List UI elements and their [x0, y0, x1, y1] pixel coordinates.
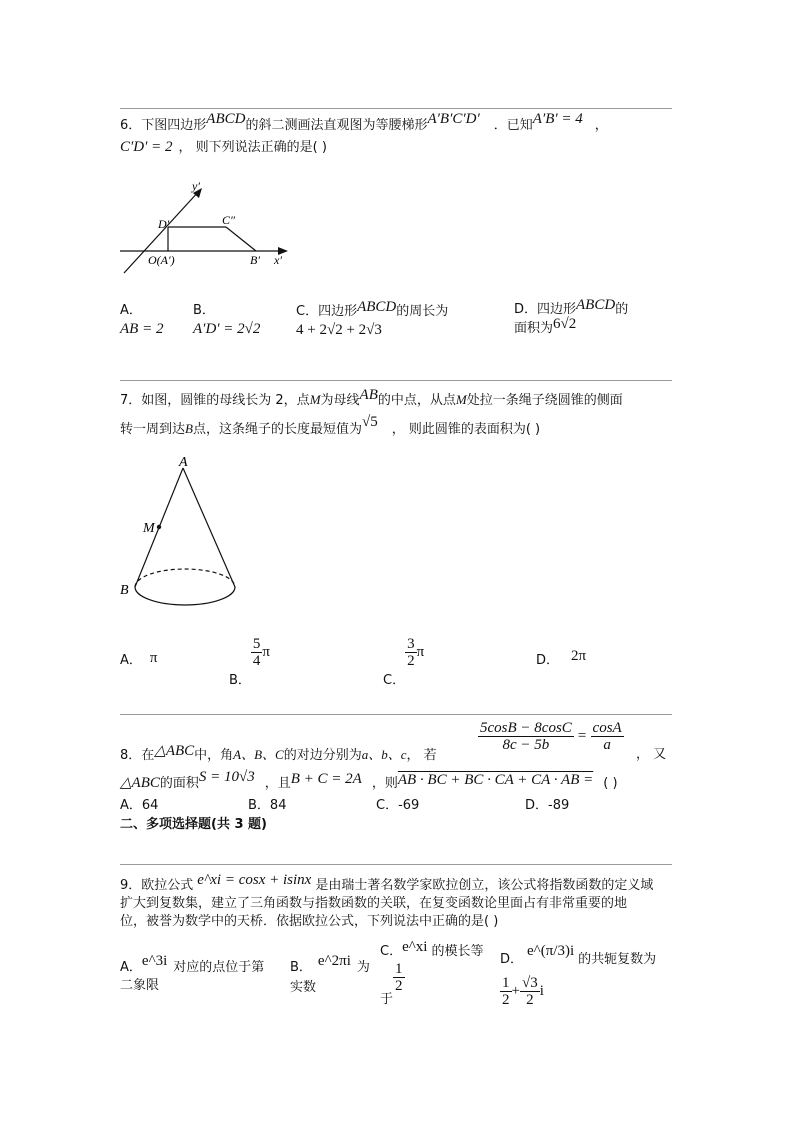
q9-c-den: 2: [395, 978, 403, 994]
q6-option-c[interactable]: [296, 299, 449, 340]
q6-d-expr: 6√2: [553, 316, 577, 332]
q8-rhs-den: a: [603, 737, 611, 753]
q7-b: B: [185, 421, 193, 436]
q9-d-h-num: 1: [502, 975, 510, 991]
q9-a-label: A．: [120, 960, 142, 975]
q7-option-c[interactable]: [383, 636, 425, 688]
q9-d-plus: +: [511, 983, 520, 999]
q9-option-d[interactable]: [500, 942, 657, 1008]
q7-b-num: 5: [252, 636, 261, 652]
q7-l2a: 转一周到达: [120, 422, 186, 437]
q6-b-label: B．: [193, 303, 215, 318]
q7-l1c: 的中点，从点: [377, 393, 456, 408]
q8-l1d: ， 若: [406, 748, 437, 763]
q7-option-d[interactable]: [536, 648, 587, 670]
q8-l2a: 的面积: [159, 776, 199, 791]
q8-cond: B + C = 2A: [290, 771, 362, 787]
q7-cone-figure: [115, 450, 255, 615]
label-d: D′: [158, 217, 170, 231]
q9-d-half: [500, 975, 512, 1008]
q7-c-num: 3: [407, 636, 415, 652]
label-m: M: [143, 521, 155, 536]
q6-stem-b: 的斜二测画法直观图为等腰梯形: [245, 118, 428, 133]
q6-option-d[interactable]: [514, 297, 629, 338]
q7-sqrt5: √5: [361, 414, 378, 430]
q7-l2b: 点，这条绳子的长度最短值为: [192, 422, 362, 437]
q6-d-tail: 的: [615, 302, 629, 317]
q8-l2-tri: △ABC: [120, 775, 160, 791]
q8-lhs-frac: [478, 720, 574, 753]
q7-b-frac: [251, 636, 263, 669]
q7-d-label: D．: [536, 653, 560, 668]
q6-prime-trapezoid: A′B′C′D′: [427, 111, 480, 127]
q7-line1: [120, 387, 623, 410]
q7-c-pi: π: [416, 644, 425, 660]
q8-l2c: ，则: [371, 776, 398, 791]
q7-option-a[interactable]: [120, 651, 157, 670]
q8-line1: [120, 743, 437, 765]
q8-line2: [120, 769, 618, 793]
q6-b-math: A′D′ = 2√2: [193, 321, 261, 337]
q7-c-label: C．: [383, 673, 406, 688]
q7-option-b[interactable]: [229, 636, 270, 688]
q8-area: S = 10√3: [198, 769, 255, 785]
q6-d-label: D．四边形: [514, 302, 577, 317]
q7-c-frac: [405, 636, 417, 669]
divider-q7: [120, 380, 672, 381]
q7-a-val: π: [149, 650, 158, 666]
q9-b-tail: 为: [356, 960, 370, 975]
label-y: y′: [192, 179, 200, 193]
q8-l2b: ，且: [264, 776, 291, 791]
q9-l1b: 是由瑞士著名数学家欧拉创立，该公式将指数函数的定义域: [315, 878, 654, 893]
q9-line3: 位，被誉为数学中的天桥．依据欧拉公式，下列说法中正确的是( ): [120, 914, 499, 929]
q8-d-opt: D．-89: [525, 798, 570, 813]
cone-right-side: [183, 468, 235, 587]
q6-stem-c: ．已知: [493, 118, 533, 133]
q7-a-label: A．: [120, 653, 142, 668]
q7-m: M: [309, 392, 321, 407]
q6-stem-line1: [120, 111, 608, 135]
q7-d-val: 2π: [571, 648, 587, 664]
q6-stem-d: ， 则下列说法正确的是( ): [178, 140, 327, 155]
point-m: [157, 525, 161, 529]
q9-c-frac: [393, 961, 405, 994]
q9-d-s-den: 2: [526, 992, 534, 1008]
q8-vec: AB · BC + BC · CA + CA · AB =: [397, 772, 594, 788]
q9-b-label: B．: [290, 960, 312, 975]
base-front: [135, 587, 235, 605]
q9-l1a: 9．欧拉公式: [120, 878, 194, 893]
divider-q8: [120, 714, 672, 715]
q6-d-math: ABCD: [576, 297, 616, 313]
q7-line2: [120, 414, 541, 439]
q9-d-tail: 的共轭复数为: [578, 952, 657, 967]
q9-c-yu: 于: [380, 992, 394, 1007]
q9-line1: [120, 872, 654, 895]
q6-stem-a: 6．下图四边形: [120, 118, 207, 133]
q9-d-sqrt3: [520, 975, 540, 1008]
q8-rhs-num: cosA: [592, 720, 622, 736]
q8-c-opt: C．-69: [376, 798, 420, 813]
q9-d-h-den: 2: [502, 992, 510, 1008]
q6-figure: [118, 176, 298, 278]
q9-d-conjugate: [500, 975, 544, 1008]
q9-b-line2: 实数: [290, 980, 317, 995]
q8-l1b: 中，角: [194, 748, 234, 763]
q9-d-label: D．: [500, 952, 524, 967]
q9-c-label: C．: [380, 944, 403, 959]
q6-c-expr: 4 + 2√2 + 2√3: [296, 322, 382, 338]
q8-a-opt: A．64: [120, 798, 159, 813]
q8-angles: A、B、C: [233, 747, 284, 762]
q9-a-tail: 对应的点位于第: [173, 960, 265, 975]
q7-l1b: 为母线: [320, 393, 360, 408]
q7-l1a: 7．如图，圆锥的母线长为 2，点: [120, 393, 310, 408]
divider-q6: [120, 108, 672, 109]
q9-d-s-num: √3: [521, 975, 538, 991]
q8-l1a: 8．在: [120, 748, 155, 763]
label-b: B′: [250, 253, 260, 267]
label-c: C″: [222, 213, 236, 227]
q6-d-line2: 面积为: [514, 321, 554, 336]
section-title-multiple-choice: 二、多项选择题(共 3 题): [120, 817, 267, 832]
q9-b-e: e^2πi: [317, 953, 351, 969]
q8-option-a[interactable]: [120, 797, 158, 815]
q8-rhs-frac: [591, 720, 624, 753]
q8-l2d: ( ): [603, 776, 618, 791]
q9-line2: 扩大到复数集，建立了三角函数与指数函数的关联，在复变函数论里面占有非常重要的地: [120, 896, 628, 911]
q9-formula: e^xi = cosx + isinx: [197, 872, 312, 888]
q8-option-b[interactable]: [248, 797, 286, 815]
q8-frac-num: 5cosB − 8cosC: [480, 720, 572, 736]
q8-condition-fraction: [478, 720, 624, 753]
q9-d-e: e^(π/3)i: [527, 943, 575, 959]
q9-c-num: 1: [395, 961, 403, 977]
q9-option-c[interactable]: [380, 939, 484, 1007]
q8-l1c: 的对边分别为: [283, 748, 362, 763]
q8-option-d[interactable]: [525, 797, 569, 815]
q7-l2c: ， 则此圆锥的表面积为( ): [391, 422, 541, 437]
q7-ab: AB: [359, 387, 378, 403]
q6-given1: A′B′ = 4: [532, 111, 583, 127]
q8-option-c[interactable]: [376, 797, 419, 815]
q9-option-b[interactable]: [290, 952, 370, 995]
q7-b-den: 4: [252, 653, 261, 669]
q9-d-i: i: [539, 983, 544, 999]
divider-q9: [120, 864, 672, 865]
label-x: x′: [274, 253, 282, 267]
q8-frac-den: 8c − 5b: [502, 737, 550, 753]
q6-option-a[interactable]: [120, 302, 163, 339]
q8-line1-tail: [636, 746, 666, 764]
q6-c-label: C．四边形: [296, 304, 358, 319]
q9-a-line2: 二象限: [120, 978, 160, 993]
q6-option-b[interactable]: [193, 302, 260, 339]
q6-c-math: ABCD: [357, 299, 397, 315]
base-back-dashed: [135, 569, 235, 587]
q6-given2: C′D′ = 2: [120, 139, 173, 155]
q8-b-opt: B．84: [248, 798, 287, 813]
q6-a-math: AB = 2: [120, 321, 164, 337]
q7-c-den: 2: [407, 653, 415, 669]
q8-tri: △ABC: [154, 743, 195, 759]
q8-l1e: ， 又: [636, 747, 667, 762]
label-o: O(A′): [148, 253, 175, 267]
q7-b-label: B．: [229, 673, 251, 688]
q7-m2: M: [455, 392, 467, 407]
label-b: B: [120, 583, 129, 598]
q6-c-tail: 的周长为: [396, 304, 449, 319]
q7-l1d: 处拉一条绳子绕圆锥的侧面: [466, 393, 623, 408]
trap-right: [226, 227, 256, 251]
q8-sides: a、b、c: [361, 747, 407, 762]
q7-b-pi: π: [262, 644, 270, 660]
q6-stem-line2: [120, 138, 327, 157]
q6-abcd: ABCD: [206, 111, 246, 127]
label-a: A: [179, 455, 188, 470]
q6-comma: ，: [594, 118, 608, 133]
q9-a-e: e^3i: [141, 953, 168, 969]
q8-eq: =: [577, 728, 587, 744]
q9-c-tail: 的模长等: [431, 944, 484, 959]
q9-option-a[interactable]: [120, 952, 265, 993]
q9-c-e: e^xi: [402, 939, 428, 955]
q6-a-label: A．: [120, 303, 142, 318]
